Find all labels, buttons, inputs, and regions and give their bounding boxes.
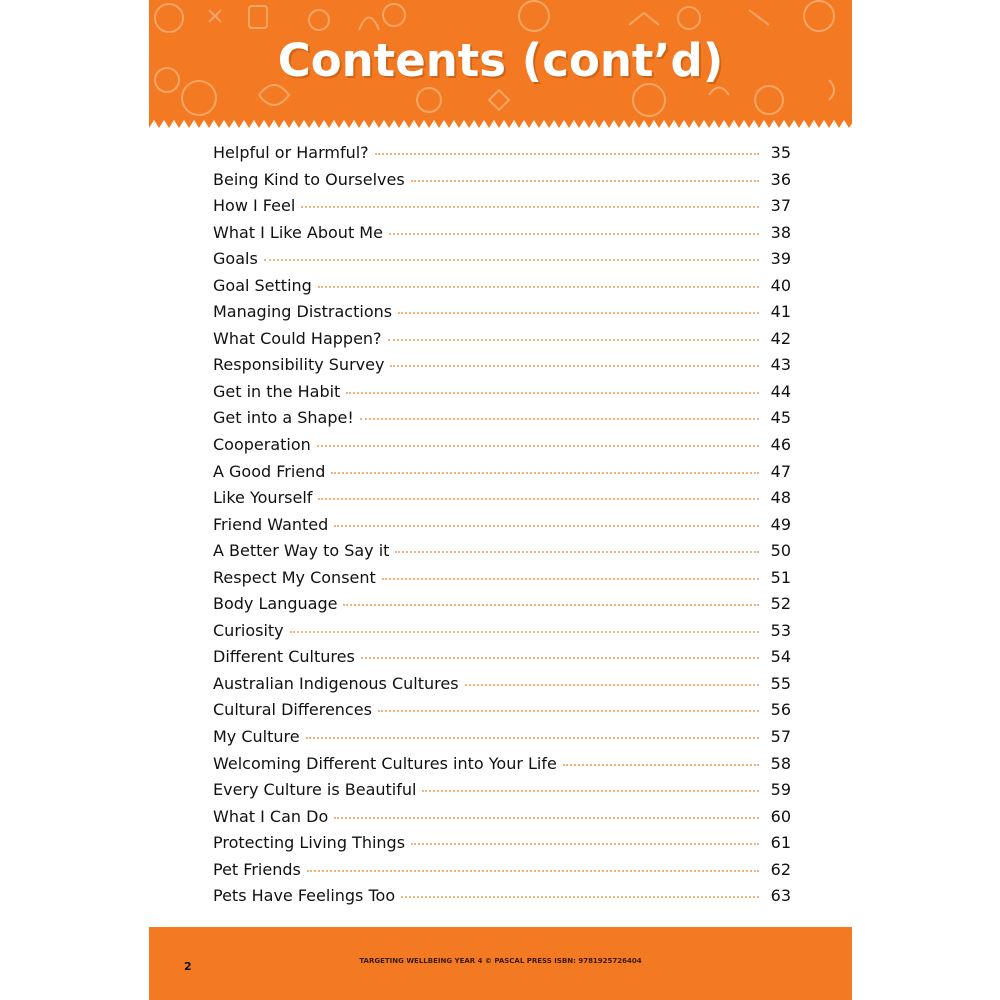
toc-entry — [213, 355, 791, 382]
toc-entry-label: Protecting Living Things — [213, 833, 406, 853]
toc-entry-label: Cooperation — [213, 435, 311, 455]
leader-dots — [317, 444, 759, 447]
toc-entry-label: A Good Friend — [213, 461, 326, 481]
toc-entry-page: 39 — [770, 249, 791, 269]
page-title: Contents (cont’d) — [277, 34, 724, 87]
toc-entry-page: 56 — [770, 700, 791, 720]
toc-entry — [213, 302, 791, 329]
toc-entry — [213, 621, 791, 648]
toc-entry — [213, 143, 791, 170]
toc-entry-page: 45 — [770, 408, 791, 428]
toc-entry-label: Managing Distractions — [213, 302, 393, 322]
toc-entry — [213, 700, 791, 727]
toc-entry-label: Welcoming Different Cultures into Your Life — [213, 753, 557, 773]
leader-dots — [411, 179, 759, 182]
leader-dots — [411, 842, 759, 845]
leader-dots — [343, 603, 759, 606]
leader-dots — [378, 709, 759, 712]
leader-dots — [307, 869, 759, 872]
toc-entry — [213, 223, 791, 250]
leader-dots — [388, 338, 759, 341]
leader-dots — [264, 258, 759, 261]
toc-entry — [213, 408, 791, 435]
toc-entry — [213, 727, 791, 754]
toc-entry-label: Responsibility Survey — [213, 355, 385, 375]
toc-entry — [213, 568, 791, 595]
toc-entry-page: 51 — [770, 567, 791, 587]
toc-entry — [213, 647, 791, 674]
leader-dots — [346, 391, 759, 394]
toc-entry-label: Pet Friends — [213, 859, 301, 879]
toc-entry-label: Like Yourself — [213, 488, 313, 508]
toc-entry — [213, 780, 791, 807]
toc-entry-page: 36 — [770, 169, 791, 189]
toc-entry-page: 41 — [770, 302, 791, 322]
toc-entry-page: 58 — [770, 753, 791, 773]
toc-entry-label: What I Like About Me — [213, 222, 383, 242]
toc-entry-label: Australian Indigenous Cultures — [213, 673, 459, 693]
toc-entry-page: 46 — [770, 435, 791, 455]
toc-entry-page: 59 — [770, 780, 791, 800]
toc-entry — [213, 886, 791, 913]
toc-entry-page: 57 — [770, 727, 791, 747]
toc-entry-label: What Could Happen? — [213, 328, 382, 348]
toc-entry-page: 37 — [770, 196, 791, 216]
leader-dots — [382, 577, 759, 580]
toc-entry-page: 52 — [770, 594, 791, 614]
toc-entry — [213, 541, 791, 568]
toc-entry-page: 55 — [770, 673, 791, 693]
toc-entry — [213, 462, 791, 489]
toc-entry-label: My Culture — [213, 727, 300, 747]
page-number: 2 — [184, 960, 192, 973]
leader-dots — [331, 471, 759, 474]
toc-entry-page: 63 — [770, 886, 791, 906]
toc-entry-label: Pets Have Feelings Too — [213, 886, 396, 906]
toc-entry — [213, 754, 791, 781]
leader-dots — [398, 311, 759, 314]
toc-entry-page: 50 — [770, 541, 791, 561]
toc-entry-page: 53 — [770, 620, 791, 640]
toc-entry-page: 60 — [770, 806, 791, 826]
toc-entry-label: How I Feel — [213, 196, 296, 216]
toc-entry — [213, 807, 791, 834]
toc-entry-page: 43 — [770, 355, 791, 375]
leader-dots — [334, 816, 759, 819]
toc-entry-label: Get into a Shape! — [213, 408, 354, 428]
toc-entry-label: Helpful or Harmful? — [213, 143, 369, 162]
toc-entry-page: 62 — [770, 859, 791, 879]
toc-entry-page: 49 — [770, 514, 791, 534]
toc-entry-label: Respect My Consent — [213, 567, 376, 587]
leader-dots — [375, 152, 759, 155]
toc-entry-page: 47 — [770, 461, 791, 481]
zigzag-edge-icon — [149, 114, 852, 128]
leader-dots — [422, 789, 759, 792]
leader-dots — [563, 763, 759, 766]
toc-entry-page: 40 — [770, 275, 791, 295]
toc-entry — [213, 435, 791, 462]
header-banner — [149, 0, 852, 128]
toc-entry — [213, 196, 791, 223]
toc-entry-page: 54 — [770, 647, 791, 667]
leader-dots — [334, 524, 759, 527]
toc-entry — [213, 488, 791, 515]
toc-entry-label: Cultural Differences — [213, 700, 372, 720]
toc-entry-page: 48 — [770, 488, 791, 508]
toc-entry — [213, 515, 791, 542]
toc-entry — [213, 833, 791, 860]
footer-credit: TARGETING WELLBEING YEAR 4 © PASCAL PRESS ISBN: 9781925726404 — [359, 957, 642, 965]
toc-entry — [213, 674, 791, 701]
toc-entry-page: 42 — [770, 328, 791, 348]
toc-entry — [213, 382, 791, 409]
toc-entry-page: 61 — [770, 833, 791, 853]
table-of-contents — [213, 143, 791, 913]
leader-dots — [465, 683, 759, 686]
toc-entry-label: Every Culture is Beautiful — [213, 780, 417, 800]
leader-dots — [390, 364, 759, 367]
toc-entry-label: A Better Way to Say it — [213, 541, 390, 561]
toc-entry-page: 35 — [770, 143, 791, 162]
leader-dots — [401, 895, 759, 898]
leader-dots — [318, 285, 759, 288]
toc-entry-label: What I Can Do — [213, 806, 329, 826]
leader-dots — [318, 497, 759, 500]
toc-entry-label: Being Kind to Ourselves — [213, 169, 405, 189]
toc-entry-label: Goals — [213, 249, 258, 269]
contents-page — [149, 0, 852, 1000]
toc-entry — [213, 860, 791, 887]
toc-entry — [213, 594, 791, 621]
toc-entry-label: Body Language — [213, 594, 338, 614]
toc-entry — [213, 170, 791, 197]
toc-entry — [213, 249, 791, 276]
toc-entry-label: Different Cultures — [213, 647, 355, 667]
toc-entry — [213, 329, 791, 356]
leader-dots — [306, 736, 759, 739]
toc-entry-label: Curiosity — [213, 620, 284, 640]
toc-entry-page: 44 — [770, 381, 791, 401]
leader-dots — [395, 550, 759, 553]
toc-entry — [213, 276, 791, 303]
toc-entry-label: Friend Wanted — [213, 514, 329, 534]
leader-dots — [361, 656, 759, 659]
leader-dots — [301, 205, 759, 208]
toc-entry-label: Goal Setting — [213, 275, 312, 295]
leader-dots — [290, 630, 759, 633]
toc-entry-page: 38 — [770, 222, 791, 242]
toc-entry-label: Get in the Habit — [213, 381, 341, 401]
leader-dots — [360, 417, 759, 420]
leader-dots — [389, 232, 759, 235]
footer-bar — [149, 927, 852, 1000]
